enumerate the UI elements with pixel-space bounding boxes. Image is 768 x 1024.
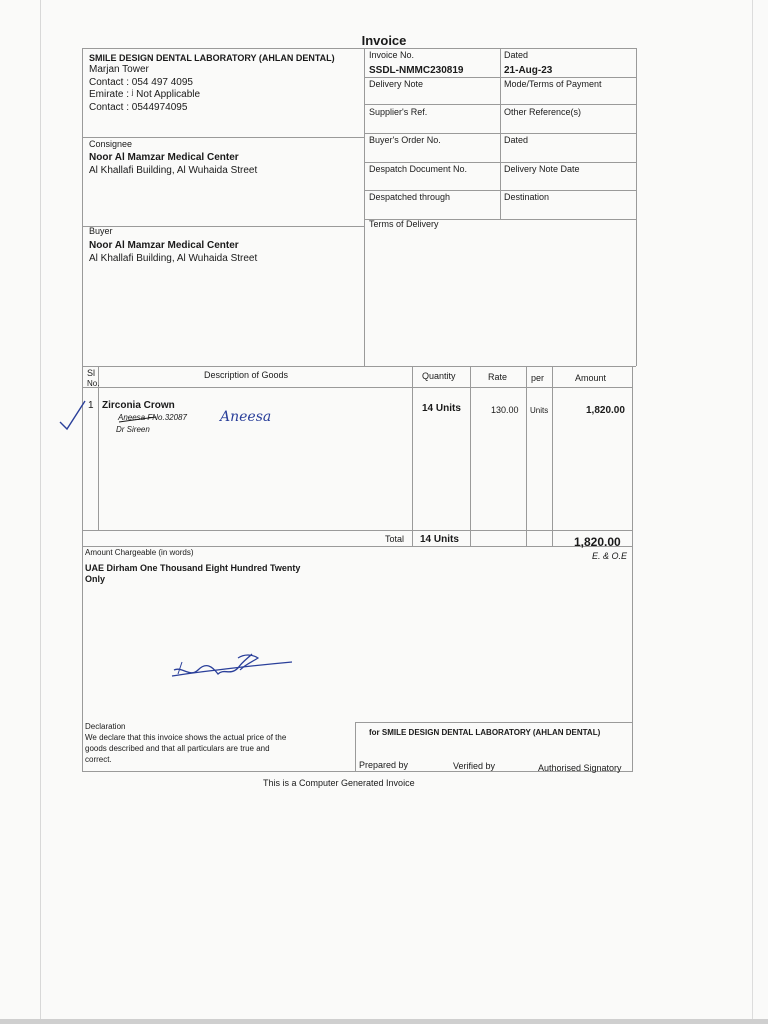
signatory-left-rule (355, 722, 356, 772)
buyer-name: Noor Al Mamzar Medical Center (89, 240, 239, 251)
divider-meta-col (500, 48, 501, 220)
signatory-top-rule (355, 722, 632, 723)
dated-value: 21-Aug-23 (504, 65, 553, 76)
buyer-label: Buyer (89, 226, 113, 236)
declaration-line-3: correct. (85, 755, 112, 764)
meta-rule-2 (364, 104, 636, 105)
page-bottom-edge (0, 1019, 768, 1024)
other-ref-label: Other Reference(s) (504, 107, 582, 117)
frame-top (82, 48, 637, 49)
authorised-signatory-label: Authorised Signatory (538, 763, 622, 773)
col-per-header: per (531, 373, 545, 383)
row-sl: 1 (88, 400, 94, 411)
frame-right-lower (632, 366, 633, 772)
col-no-header: No. (87, 379, 100, 388)
col-qty-divider (412, 366, 413, 546)
despatched-through-label: Despatched through (369, 192, 451, 202)
seller-name: SMILE DESIGN DENTAL LABORATORY (AHLAN DENTAL) (89, 53, 335, 63)
buyers-order-label: Buyer's Order No. (369, 135, 441, 145)
strike-through-icon (118, 413, 158, 425)
seller-line-3: Emirate : ʲ Not Applicable (89, 89, 201, 100)
col-per-divider (526, 366, 527, 546)
page-right-edge (752, 0, 753, 1024)
invoice-no-label: Invoice No. (369, 50, 415, 60)
destination-label: Destination (504, 192, 550, 202)
col-sl-header: Sl (87, 368, 96, 378)
row-amount: 1,820.00 (586, 405, 625, 416)
handwritten-name: Aneesa (220, 409, 272, 425)
delivery-note-label: Delivery Note (369, 79, 424, 89)
signature-icon (168, 648, 296, 684)
row-description: Zirconia Crown (102, 400, 175, 411)
consignee-address: Al Khallafi Building, Al Wuhaida Street (89, 165, 258, 176)
despatch-doc-label: Despatch Document No. (369, 164, 468, 174)
divider-meta (364, 48, 365, 366)
row-rate: 130.00 (491, 405, 519, 415)
seller-line-4: Contact : 0544974095 (89, 102, 188, 113)
dated-label: Dated (504, 50, 529, 60)
invoice-title: Invoice (361, 33, 407, 48)
row-quantity: 14 Units (422, 403, 461, 414)
eoe-text: E. & O.E (592, 551, 628, 561)
row-sub-line-2: Dr Sireen (116, 425, 150, 434)
row-per: Units (530, 406, 549, 415)
col-rate-divider (470, 366, 471, 546)
col-quantity-header: Quantity (422, 371, 456, 381)
signatory-for-label: for SMILE DESIGN DENTAL LABORATORY (AHLAN DENTAL) (369, 728, 601, 737)
dated2-label: Dated (504, 135, 529, 145)
verified-by-label: Verified by (453, 761, 496, 771)
delivery-note-date-label: Delivery Note Date (504, 164, 580, 174)
total-amount: 1,820.00 (574, 535, 621, 549)
col-rate-header: Rate (488, 372, 508, 382)
mode-terms-label: Mode/Terms of Payment (504, 79, 602, 89)
total-top-rule (82, 530, 632, 531)
col-amount-header: Amount (575, 373, 607, 383)
check-mark-icon (58, 398, 88, 432)
prepared-by-label: Prepared by (359, 760, 409, 770)
frame-right-upper (636, 48, 637, 366)
consignee-name: Noor Al Mamzar Medical Center (89, 152, 239, 163)
consignee-label: Consignee (89, 139, 133, 149)
amount-words-line-1: UAE Dirham One Thousand Eight Hundred Twenty (85, 563, 301, 573)
footer-note: This is a Computer Generated Invoice (263, 778, 415, 788)
suppliers-ref-label: Supplier's Ref. (369, 107, 428, 117)
consignee-bottom-rule (82, 226, 364, 227)
col-sl-divider (98, 366, 99, 530)
declaration-line-1: We declare that this invoice shows the actual price of the (85, 733, 287, 742)
seller-line-1: Marjan Tower (89, 64, 149, 75)
row-sub-line-1: Aneesa FNo.32087 (118, 413, 187, 422)
terms-delivery-label: Terms of Delivery (369, 219, 439, 229)
total-quantity: 14 Units (420, 534, 459, 545)
col-amount-divider (552, 366, 553, 546)
seller-line-2: Contact : 054 497 4095 (89, 77, 193, 88)
amount-words-line-2: Only (85, 574, 106, 584)
declaration-line-2: goods described and that all particulars are true and (85, 744, 270, 753)
items-header-rule (82, 387, 632, 388)
buyer-address: Al Khallafi Building, Al Wuhaida Street (89, 253, 258, 264)
declaration-label: Declaration (85, 722, 126, 731)
invoice-no-value: SSDL-NMMC230819 (369, 65, 464, 76)
total-label: Total (385, 534, 405, 544)
page-left-edge (40, 0, 41, 1024)
amount-words-label: Amount Chargeable (in words) (85, 548, 194, 557)
col-description-header: Description of Goods (204, 370, 289, 380)
